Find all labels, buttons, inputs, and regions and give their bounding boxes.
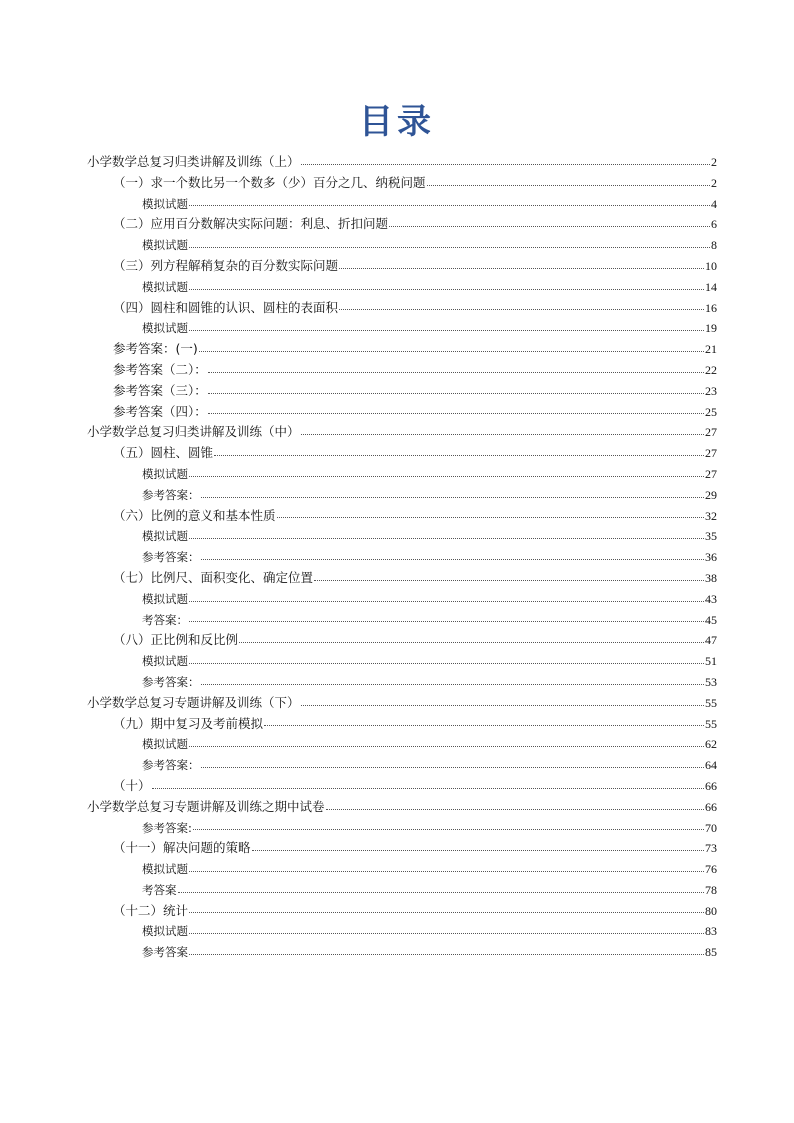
- toc-leader-dots: [189, 537, 704, 539]
- toc-entry[interactable]: [0, 838, 794, 859]
- toc-entry-page-number: 2: [711, 155, 717, 169]
- toc-entry-page-number: 66: [705, 799, 717, 814]
- toc-entry[interactable]: [0, 797, 794, 818]
- toc-entry[interactable]: [0, 402, 794, 423]
- toc-entry-page-number: 76: [705, 862, 717, 877]
- toc-leader-dots: [189, 329, 704, 331]
- toc-entry-label: 小学数学总复习归类讲解及训练（上）: [87, 154, 300, 169]
- toc-entry-page-number: 55: [705, 716, 717, 731]
- toc-entry-page-number: 19: [705, 321, 717, 336]
- toc-leader-dots: [193, 828, 704, 830]
- toc-leader-dots: [189, 204, 710, 206]
- toc-entry-label: 参考答案：: [142, 550, 200, 565]
- toc-entry-page-number: 21: [705, 342, 717, 357]
- toc-leader-dots: [189, 246, 710, 248]
- toc-leader-dots: [301, 163, 710, 165]
- toc-entry[interactable]: [0, 443, 794, 464]
- toc-entry-label: 参考答案（二）：: [113, 361, 207, 377]
- toc-entry-label: 模拟试题: [142, 591, 188, 606]
- toc-leader-dots: [208, 412, 704, 414]
- toc-leader-dots: [214, 454, 704, 456]
- toc-entry-label: （十一）解决问题的策略: [113, 840, 251, 856]
- toc-entry-label: （七）比例尺、面积变化、确定位置: [113, 569, 314, 585]
- toc-entry-label: 模拟试题: [142, 924, 188, 939]
- toc-leader-dots: [189, 745, 704, 747]
- toc-leader-dots: [201, 766, 705, 768]
- toc-entry[interactable]: [0, 755, 794, 776]
- toc-entry-page-number: 29: [705, 487, 717, 502]
- toc-entry[interactable]: [0, 568, 794, 589]
- toc-entry[interactable]: [0, 318, 794, 339]
- toc-entry[interactable]: [0, 672, 794, 693]
- toc-entry-page-number: 35: [705, 529, 717, 544]
- toc-entry-label: 模拟试题: [142, 862, 188, 877]
- toc-entry-page-number: 64: [705, 758, 717, 773]
- toc-entry-page-number: 25: [705, 404, 717, 419]
- toc-entry[interactable]: [0, 194, 794, 215]
- toc-leader-dots: [152, 787, 704, 789]
- toc-entry-label: （六）比例的意义和基本性质: [113, 507, 276, 523]
- toc-entry-label: 模拟试题: [142, 654, 188, 669]
- toc-entry[interactable]: [0, 485, 794, 506]
- toc-entry[interactable]: [0, 381, 794, 402]
- toc-entry[interactable]: [0, 256, 794, 277]
- toc-entry-page-number: 80: [705, 903, 717, 918]
- toc-entry[interactable]: [0, 422, 794, 443]
- toc-entry[interactable]: [0, 526, 794, 547]
- toc-entry-page-number: 47: [705, 633, 717, 648]
- toc-entry-page-number: 2: [711, 175, 717, 190]
- toc-entry-page-number: 6: [711, 217, 717, 232]
- toc-entry-page-number: 16: [705, 300, 717, 315]
- toc-leader-dots: [264, 724, 704, 726]
- toc-leader-dots: [189, 953, 704, 955]
- toc-entry[interactable]: [0, 173, 794, 194]
- toc-entry-page-number: 23: [705, 383, 717, 398]
- toc-leader-dots: [189, 662, 704, 664]
- toc-entry-label: 参考答案：(一): [113, 341, 198, 357]
- toc-leader-dots: [427, 184, 710, 186]
- toc-entry[interactable]: [0, 589, 794, 610]
- toc-leader-dots: [189, 870, 704, 872]
- toc-entry-page-number: 22: [705, 362, 717, 377]
- toc-leader-dots: [339, 308, 704, 310]
- toc-entry[interactable]: [0, 298, 794, 319]
- toc-entry-label: 参考答案:: [142, 820, 192, 835]
- toc-entry-page-number: 78: [705, 882, 717, 897]
- toc-entry-page-number: 83: [705, 924, 717, 939]
- toc-entry-page-number: 36: [705, 550, 717, 565]
- toc-entry-page-number: 10: [705, 258, 717, 273]
- toc-leader-dots: [389, 225, 710, 227]
- toc-entry[interactable]: [0, 693, 794, 714]
- toc-entry[interactable]: [0, 339, 794, 360]
- toc-entry-page-number: 73: [705, 841, 717, 856]
- toc-entry[interactable]: [0, 214, 794, 235]
- toc-entry-label: （十）: [113, 777, 151, 793]
- toc-entry[interactable]: [0, 818, 794, 839]
- toc-entry-label: 模拟试题: [142, 321, 188, 336]
- toc-leader-dots: [189, 600, 704, 602]
- toc-entry-page-number: 85: [705, 945, 717, 960]
- toc-entry-label: 模拟试题: [142, 737, 188, 752]
- toc-entry[interactable]: [0, 464, 794, 485]
- toc-entry-label: 模拟试题: [142, 529, 188, 544]
- toc-entry-page-number: 53: [705, 674, 717, 689]
- toc-entry-label: 模拟试题: [142, 196, 188, 211]
- toc-title: 目录: [359, 102, 435, 142]
- toc-leader-dots: [339, 267, 704, 269]
- toc-entry[interactable]: [0, 651, 794, 672]
- toc-leader-dots: [239, 641, 704, 643]
- toc-entry-page-number: 8: [711, 238, 717, 253]
- toc-entry-page-number: 66: [705, 778, 717, 793]
- toc-leader-dots: [189, 911, 704, 913]
- toc-entry[interactable]: [0, 921, 794, 942]
- toc-entry-label: （九）期中复习及考前模拟: [113, 715, 264, 731]
- toc-entry-page-number: 70: [705, 820, 717, 835]
- toc-leader-dots: [189, 475, 704, 477]
- toc-entry-label: （一）求一个数比另一个数多（少）百分之几、纳税问题: [113, 174, 426, 190]
- toc-entry[interactable]: [0, 360, 794, 381]
- toc-entry-page-number: 51: [705, 654, 717, 669]
- toc-entry-page-number: 27: [705, 446, 717, 461]
- toc-leader-dots: [277, 516, 704, 518]
- toc-entry[interactable]: [0, 776, 794, 797]
- toc-entry-page-number: 32: [705, 508, 717, 523]
- toc-entry-label: （八）正比例和反比例: [113, 632, 239, 648]
- toc-leader-dots: [189, 620, 704, 622]
- toc-entry-label: 模拟试题: [142, 466, 188, 481]
- toc-entry-page-number: 14: [705, 279, 717, 294]
- toc-entry-label: 小学数学总复习归类讲解及训练（中）: [87, 424, 300, 440]
- toc-entry-label: 参考答案（三）：: [113, 382, 207, 398]
- toc-leader-dots: [199, 350, 704, 352]
- toc-entry[interactable]: [0, 734, 794, 755]
- toc-entry-page-number: 27: [705, 425, 717, 440]
- toc-leader-dots: [208, 371, 704, 373]
- toc-entry-page-number: 55: [705, 695, 717, 710]
- toc-entry-label: 参考答案: [142, 945, 188, 960]
- toc-leader-dots: [301, 433, 704, 435]
- toc-entry[interactable]: [0, 506, 794, 527]
- toc-entry[interactable]: [0, 859, 794, 880]
- toc-entry-label: 小学数学总复习专题讲解及训练之期中试卷: [87, 798, 325, 814]
- toc-entry-label: （四）圆柱和圆锥的认识、圆柱的表面积: [113, 299, 339, 315]
- toc-leader-dots: [201, 683, 705, 685]
- toc-entry[interactable]: [0, 235, 794, 256]
- toc-entry[interactable]: [0, 901, 794, 922]
- toc-list: [0, 152, 794, 963]
- toc-entry-page-number: 4: [711, 196, 717, 211]
- toc-entry-label: 考答案：: [142, 612, 188, 627]
- toc-leader-dots: [201, 558, 705, 560]
- toc-entry-label: 参考答案：: [142, 487, 200, 502]
- toc-leader-dots: [208, 392, 704, 394]
- toc-entry-page-number: 43: [705, 591, 717, 606]
- toc-entry[interactable]: [0, 714, 794, 735]
- toc-entry[interactable]: [0, 610, 794, 631]
- toc-entry-page-number: 45: [705, 612, 717, 627]
- toc-entry-label: 考答案: [142, 882, 177, 897]
- toc-leader-dots: [252, 849, 704, 851]
- toc-entry-page-number: 38: [705, 570, 717, 585]
- toc-entry-label: 模拟试题: [142, 279, 188, 294]
- toc-leader-dots: [314, 579, 704, 581]
- toc-leader-dots: [301, 704, 704, 706]
- toc-entry-page-number: 27: [705, 466, 717, 481]
- toc-leader-dots: [326, 808, 704, 810]
- toc-entry-label: （三）列方程解稍复杂的百分数实际问题: [113, 257, 339, 273]
- toc-entry[interactable]: [0, 942, 794, 963]
- toc-leader-dots: [189, 932, 704, 934]
- toc-entry[interactable]: [0, 547, 794, 568]
- toc-entry-label: 参考答案：: [142, 758, 200, 773]
- toc-entry[interactable]: [0, 880, 794, 901]
- toc-entry[interactable]: [0, 152, 794, 173]
- toc-leader-dots: [178, 891, 705, 893]
- toc-entry-label: 参考答案：: [142, 674, 200, 689]
- toc-entry-label: 参考答案（四）：: [113, 403, 207, 419]
- toc-entry-label: （二）应用百分数解决实际问题：利息、折扣问题: [113, 216, 389, 232]
- toc-entry-label: 模拟试题: [142, 238, 188, 253]
- toc-leader-dots: [201, 496, 705, 498]
- toc-entry-label: （十二）统计: [113, 902, 189, 918]
- toc-entry-page-number: 62: [705, 737, 717, 752]
- toc-entry[interactable]: [0, 277, 794, 298]
- toc-entry-label: （五）圆柱、圆锥: [113, 445, 214, 461]
- toc-leader-dots: [189, 288, 704, 290]
- toc-entry[interactable]: [0, 630, 794, 651]
- toc-entry-label: 小学数学总复习专题讲解及训练（下）: [87, 694, 300, 710]
